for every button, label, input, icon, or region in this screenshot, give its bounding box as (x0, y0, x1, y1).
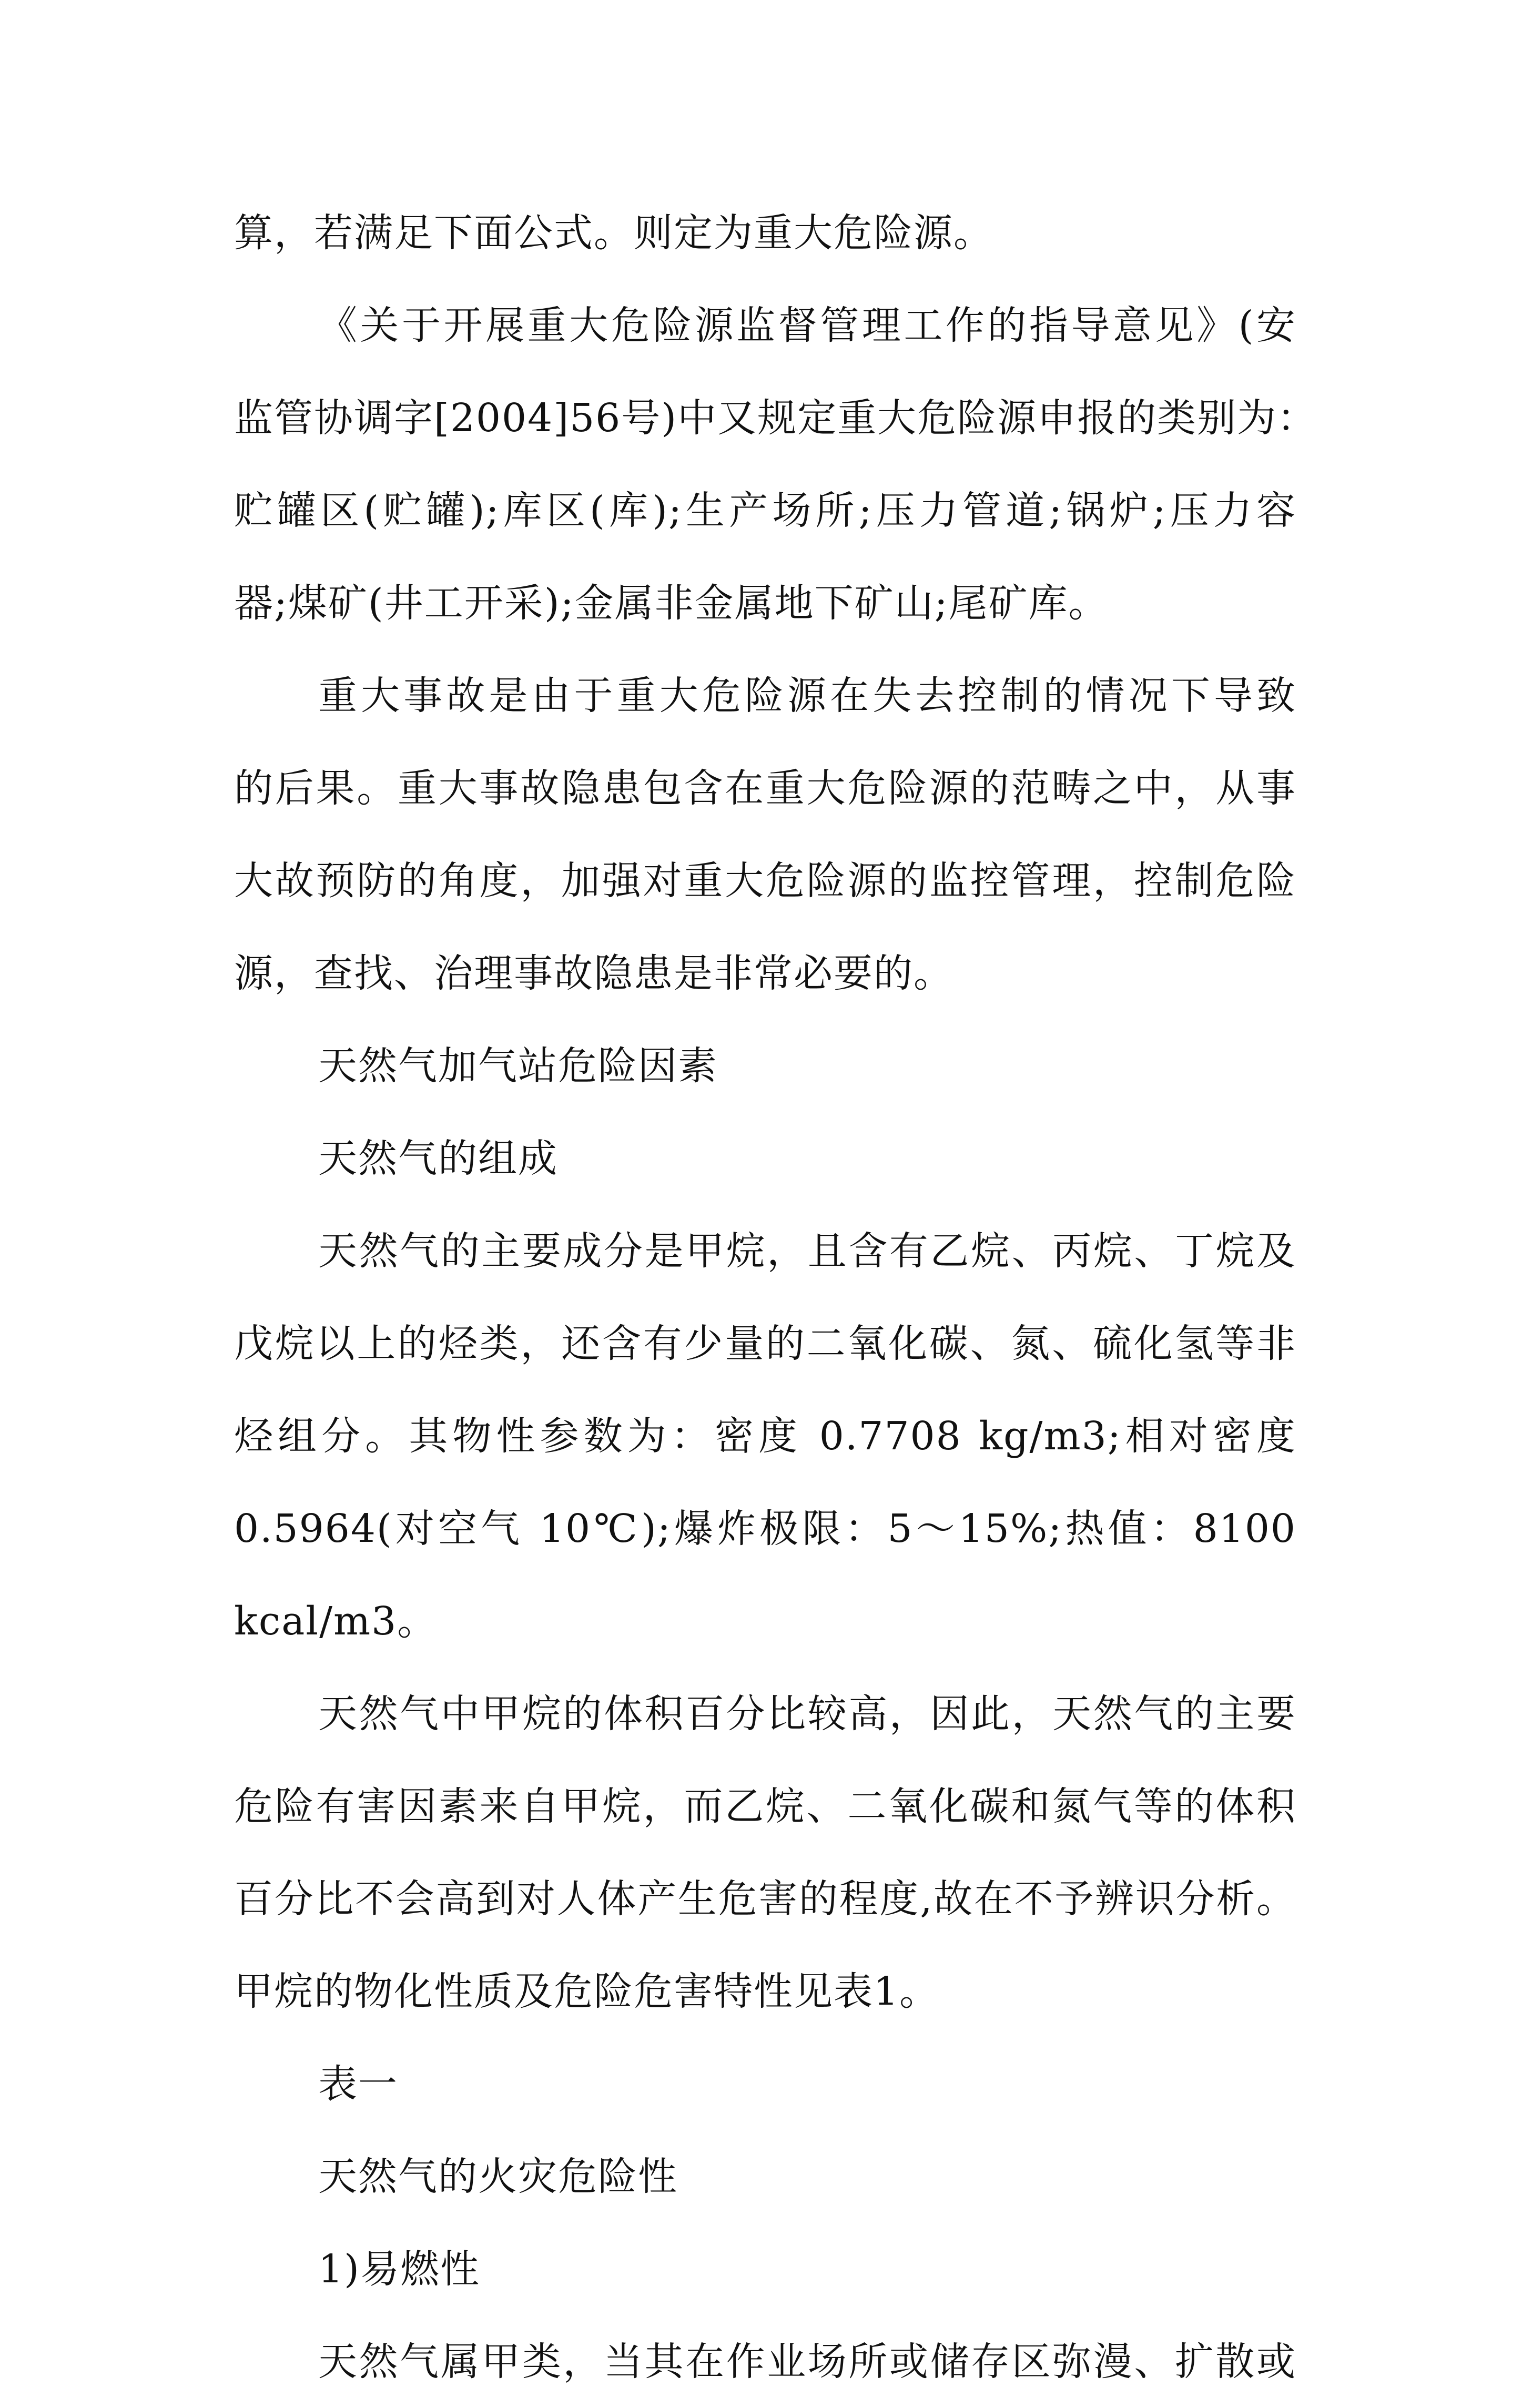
text-line: 危险有害因素来自甲烷，而乙烷、二氧化碳和氮气等的体积 (234, 1784, 1296, 1829)
text-line: kcal/m3。 (234, 1599, 438, 1644)
text-line: 大故预防的角度，加强对重大危险源的监控管理，控制危险 (234, 858, 1296, 903)
section-heading: 天然气的火灾危险性 (318, 2154, 678, 2199)
section-heading: 天然气的组成 (318, 1136, 558, 1181)
table-caption: 表一 (318, 2061, 398, 2107)
text-line: 0.5964(对空气 10℃);爆炸极限：5～15%;热值：8100 (234, 1506, 1296, 1551)
text-line: 天然气属甲类，当其在作业场所或储存区弥漫、扩散或 (318, 2339, 1296, 2384)
text-line: 重大事故是由于重大危险源在失去控制的情况下导致 (318, 673, 1296, 718)
text-line: 甲烷的物化性质及危险危害特性见表1。 (234, 1969, 940, 2014)
document-page (234, 187, 1317, 2408)
text-line: 监管协调字[2004]56号)中又规定重大危险源申报的类别为： (234, 395, 1317, 441)
text-line: 源，查找、治理事故隐患是非常必要的。 (234, 951, 953, 996)
text-line: 算，若满足下面公式。则定为重大危险源。 (234, 210, 993, 256)
text-line: 戊烷以上的烃类，还含有少量的二氧化碳、氮、硫化氢等非 (234, 1321, 1296, 1366)
text-line: 天然气中甲烷的体积百分比较高，因此，天然气的主要 (318, 1691, 1296, 1736)
section-heading: 天然气加气站危险因素 (318, 1043, 718, 1089)
text-line: 《关于开展重大危险源监督管理工作的指导意见》(安 (318, 303, 1296, 348)
text-line: 贮罐区(贮罐);库区(库);生产场所;压力管道;锅炉;压力容 (234, 488, 1296, 533)
text-line: 器;煤矿(井工开采);金属非金属地下矿山;尾矿库。 (234, 581, 1109, 626)
text-line: 的后果。重大事故隐患包含在重大危险源的范畴之中，从事 (234, 766, 1296, 811)
list-item: 1)易燃性 (318, 2247, 480, 2292)
text-line: 天然气的主要成分是甲烷，且含有乙烷、丙烷、丁烷及 (318, 1228, 1296, 1274)
text-line: 烃组分。其物性参数为：密度 0.7708 kg/m3;相对密度 (234, 1414, 1296, 1459)
text-line: 百分比不会高到对人体产生危害的程度,故在不予辨识分析。 (234, 1876, 1296, 1922)
